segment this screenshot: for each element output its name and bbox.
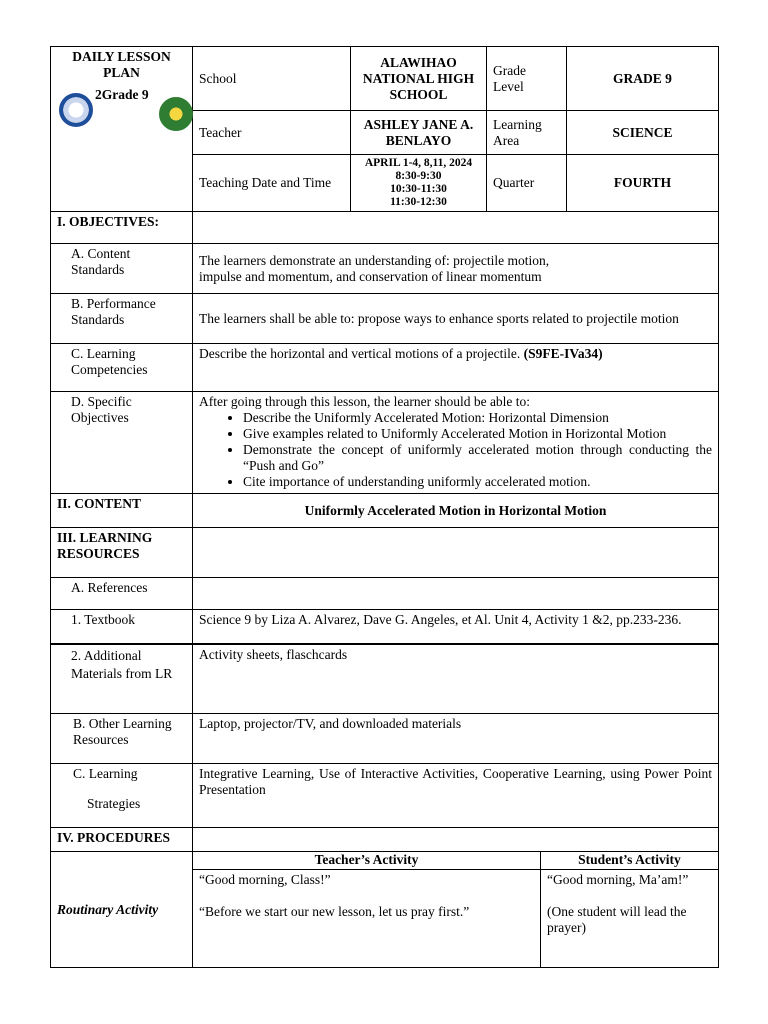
references-empty (193, 578, 719, 610)
learning-strategies-text: Integrative Learning, Use of Interactive Activities, Cooperative Learning, using Power Point Presentation (193, 764, 719, 828)
school-label: School (193, 47, 351, 111)
learning-strategies-label (51, 764, 193, 828)
list-item: • Give examples related to Uniformly Accelerated Motion in Horizontal Motion (243, 426, 712, 442)
lesson-plan-page (50, 46, 718, 968)
learning-resources-empty (193, 528, 719, 578)
learning-strategies-label-line: Strategies (87, 796, 141, 811)
student-activity-cell (541, 870, 719, 968)
student-activity-header: Student’s Activity (541, 852, 719, 870)
content-value: Uniformly Accelerated Motion in Horizontal Motion (193, 494, 719, 528)
header-title-cell (51, 47, 193, 212)
procedures-empty (193, 828, 719, 852)
school-value: ALAWIHAO NATIONAL HIGH SCHOOL (351, 47, 487, 111)
teacher-value: ASHLEY JANE A. BENLAYO (351, 111, 487, 155)
other-resources-text: Laptop, projector/TV, and downloaded materials (193, 714, 719, 764)
content-standards-line: The learners demonstrate an understanding of: projectile motion, (199, 252, 550, 268)
lesson-plan-table (50, 46, 719, 968)
date-line: APRIL 1-4, 8,11, 2024 (364, 157, 473, 169)
grade-level-value: GRADE 9 (567, 47, 719, 111)
other-resources-label: B. Other Learning Resources (51, 714, 193, 764)
procedures-heading: IV. PROCEDURES (51, 828, 193, 852)
student-greeting: “Good morning, Ma’am!” (547, 872, 689, 887)
teacher-activity-header: Teacher’s Activity (193, 852, 541, 870)
list-item: • Demonstrate the concept of uniformly accelerated motion through conducting the “Push and Go” (243, 442, 712, 474)
references-label: A. References (51, 578, 193, 610)
quarter-label: Quarter (487, 155, 567, 212)
specific-objectives-intro: After going through this lesson, the learner should be able to: (199, 394, 531, 409)
objectives-empty (193, 212, 719, 244)
learning-competencies-label: C. Learning Competencies (51, 344, 193, 392)
textbook-text: Science 9 by Liza A. Alvarez, Dave G. Angeles, et Al. Unit 4, Activity 1 &2, pp.233-236. (193, 610, 719, 644)
date-label: Teaching Date and Time (193, 155, 351, 212)
learning-area-label: Learning Area (487, 111, 567, 155)
time-line: 8:30-9:30 (395, 170, 442, 182)
time-line: 10:30-11:30 (390, 183, 447, 195)
content-standards-text (193, 244, 719, 294)
additional-materials-text: Activity sheets, flaschcards (193, 644, 719, 714)
competency-code: (S9FE-IVa34) (523, 346, 603, 361)
teacher-activity-cell (193, 870, 541, 968)
time-line: 11:30-12:30 (390, 196, 447, 208)
list-item: • Describe the Uniformly Accelerated Motion: Horizontal Dimension (243, 410, 712, 426)
additional-materials-label: 2. Additional Materials from LR (51, 644, 193, 714)
deped-seal-icon (59, 93, 93, 127)
plan-title: DAILY LESSON PLAN (72, 49, 171, 80)
quarter-value: FOURTH (567, 155, 719, 212)
learning-strategies-label-line: C. Learning (73, 766, 138, 781)
routinary-activity-label (51, 852, 193, 968)
content-standards-line: impulse and momentum, and conservation of linear momentum (199, 268, 542, 284)
specific-objectives-list (199, 410, 712, 490)
learning-area-value: SCIENCE (567, 111, 719, 155)
list-item: • Cite importance of understanding uniformly accelerated motion. (243, 474, 712, 490)
performance-standards-text: The learners shall be able to: propose ways to enhance sports related to projectile motion (193, 294, 719, 344)
competency-description: Describe the horizontal and vertical motions of a projectile. (199, 346, 521, 361)
date-value (351, 155, 487, 212)
learning-resources-heading: III. LEARNING RESOURCES (51, 528, 193, 578)
specific-objectives-label: D. Specific Objectives (51, 392, 193, 494)
student-prayer: (One student will lead the prayer) (547, 904, 687, 935)
school-seal-icon (159, 97, 193, 131)
teacher-greeting: “Good morning, Class!” (199, 872, 331, 887)
specific-objectives-text (193, 392, 719, 494)
grade-level-label: Grade Level (487, 47, 567, 111)
teacher-prayer: “Before we start our new lesson, let us pray first.” (199, 904, 470, 919)
routinary-activity-text: Routinary Activity (57, 901, 159, 917)
textbook-label: 1. Textbook (51, 610, 193, 644)
performance-standards-label: B. Performance Standards (51, 294, 193, 344)
grade-text: 2Grade 9 (95, 87, 149, 102)
content-heading: II. CONTENT (51, 494, 193, 528)
learning-competencies-text (193, 344, 719, 392)
teacher-label: Teacher (193, 111, 351, 155)
content-standards-label: A. Content Standards (51, 244, 193, 294)
objectives-heading: I. OBJECTIVES: (51, 212, 193, 244)
